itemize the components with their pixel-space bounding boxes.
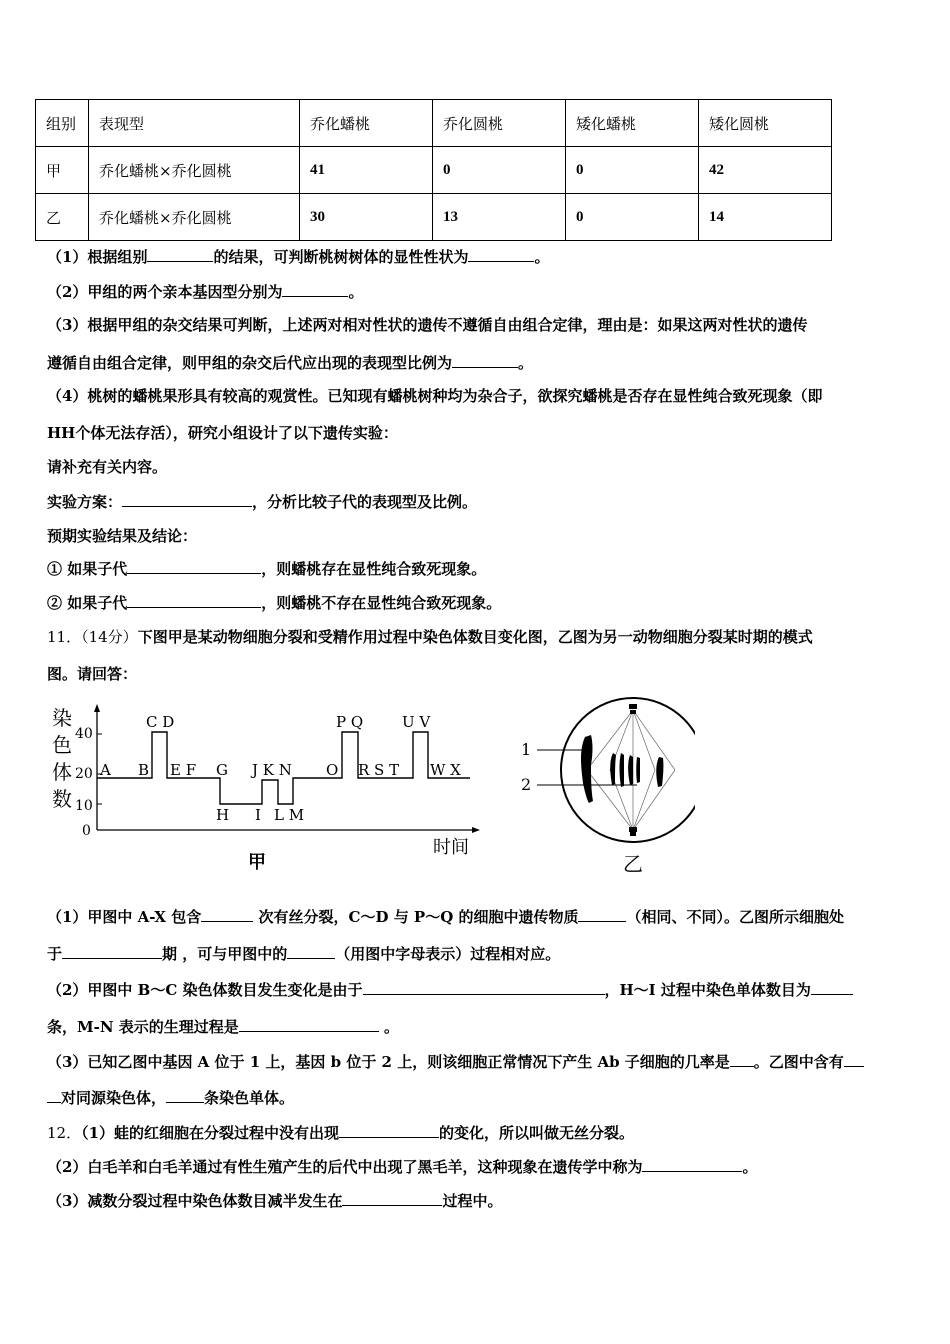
answer-blank[interactable] — [342, 1190, 442, 1206]
q10-part3-line1 — [47, 315, 807, 335]
table-header-cell: 矮化圆桃 — [699, 100, 832, 147]
question-number: 11． — [47, 628, 82, 646]
point-label: A — [100, 761, 111, 779]
text: （3）已知乙图中基因 A 位于 1 上，基因 b 位于 2 上，则该细胞正常情况下产生 Ab 子细胞的几率是 — [47, 1053, 730, 1071]
text: 过程中。 — [442, 1192, 503, 1210]
text: 对同源染色体， — [61, 1089, 167, 1107]
question-score: （14分） — [81, 628, 138, 646]
text: 于 — [47, 945, 63, 963]
text: 。 — [378, 1018, 399, 1036]
q11-part1-line2 — [47, 943, 560, 964]
table-cell: 乙 — [36, 194, 89, 241]
cell-label: 1 — [521, 740, 532, 759]
q10-part1 — [47, 246, 549, 267]
y-tick-label: 10 — [75, 798, 93, 814]
text: 。 — [348, 283, 364, 301]
answer-blank[interactable] — [282, 281, 348, 297]
answer-blank[interactable] — [47, 1087, 61, 1103]
point-label: L M — [274, 806, 305, 824]
answer-blank[interactable] — [452, 352, 518, 368]
y-tick-label: 20 — [75, 766, 93, 782]
q10-part3-line2 — [47, 352, 533, 373]
text: （1）甲图中 A-X 包含 — [47, 908, 202, 926]
q11-part2-line2 — [47, 1016, 399, 1037]
q11-part2-line1 — [47, 979, 853, 1000]
answer-blank[interactable] — [127, 558, 261, 574]
text: 条，M-N 表示的生理过程是 — [47, 1018, 239, 1036]
text: 请补充有关内容。 — [47, 458, 168, 476]
text: ② 如果子代 — [47, 594, 128, 612]
text: ① 如果子代 — [47, 560, 128, 578]
point-label: B — [138, 761, 150, 779]
y-tick-label: 0 — [82, 823, 91, 839]
text: 期 ，可与甲图中的 — [162, 945, 288, 963]
figure-caption-jia: 甲 — [248, 852, 266, 873]
point-label: G — [216, 761, 228, 779]
y-title-char: 体 — [52, 760, 72, 784]
cell-label: 2 — [521, 775, 532, 794]
answer-blank[interactable] — [166, 1087, 204, 1103]
text: HH个体无法存活），研究小组设计了以下遗传实验： — [47, 424, 398, 442]
cross-result-table — [35, 99, 832, 241]
y-tick-label: 40 — [75, 726, 93, 742]
answer-blank[interactable] — [468, 246, 534, 262]
q10-part2 — [47, 281, 363, 302]
table-header-row — [36, 100, 832, 147]
point-label: R S T — [358, 761, 400, 779]
text: ，则蟠桃存在显性纯合致死现象。 — [261, 560, 487, 578]
y-title-char: 色 — [52, 733, 72, 757]
text: 。 — [742, 1158, 758, 1176]
y-title-char: 染 — [52, 706, 72, 730]
text: 预期实验结果及结论： — [47, 527, 198, 545]
text: 的结果，可判断桃树树体的显性性状为 — [213, 248, 469, 266]
q12-part3 — [47, 1190, 502, 1211]
text: （2）甲图中 B～C 染色体数目发生变化是由于 — [47, 981, 363, 999]
text: 图。请回答： — [47, 665, 138, 683]
table-cell: 13 — [433, 194, 566, 241]
q10-part4-line6 — [47, 558, 486, 579]
chromosomes — [581, 735, 663, 803]
answer-blank[interactable] — [147, 246, 213, 262]
table-header-cell: 组别 — [36, 100, 89, 147]
table-cell: 42 — [699, 147, 832, 194]
text: （1）蛙的红细胞在分裂过程中没有出现 — [81, 1124, 340, 1142]
point-label: C D — [146, 713, 175, 731]
text: （2）白毛羊和白毛羊通过有性生殖产生的后代中出现了黑毛羊，这种现象在遗传学中称为 — [47, 1158, 643, 1176]
text: 下图甲是某动物细胞分裂和受精作用过程中染色体数目变化图，乙图为另一动物细胞分裂某时期的模式 — [137, 628, 813, 646]
table-cell: 乔化蟠桃×乔化圆桃 — [89, 147, 300, 194]
y-axis-arrow — [94, 704, 100, 712]
answer-blank[interactable] — [363, 979, 605, 995]
x-axis-arrow — [472, 827, 480, 833]
q12-part2 — [47, 1156, 757, 1177]
text: （1）根据组别 — [47, 248, 148, 266]
table-cell: 0 — [433, 147, 566, 194]
answer-blank[interactable] — [62, 943, 162, 959]
table-cell: 甲 — [36, 147, 89, 194]
text: （4）桃树的蟠桃果形具有较高的观赏性。已知现有蟠桃树种均为杂合子，欲探究蟠桃是否存在显性纯合致死现象（即 — [47, 387, 823, 405]
table-row — [36, 194, 832, 241]
table-cell: 41 — [300, 147, 433, 194]
y-title-char: 数 — [52, 787, 72, 811]
table-header-cell: 乔化蟠桃 — [300, 100, 433, 147]
figure-yi-cell-diagram — [515, 695, 695, 880]
point-label: P Q — [336, 713, 364, 731]
text: （2）甲组的两个亲本基因型分别为 — [47, 283, 283, 301]
point-label: J K N — [252, 761, 292, 779]
q10-part4-line1 — [47, 386, 822, 406]
figure-jia-chromosome-graph — [40, 700, 490, 880]
point-label: U V — [402, 713, 431, 731]
point-label: H — [216, 806, 230, 824]
answer-blank[interactable] — [122, 491, 252, 507]
q11-intro-line2 — [47, 664, 137, 684]
table-cell: 0 — [566, 194, 699, 241]
point-label: W X — [430, 761, 461, 779]
answer-blank[interactable] — [201, 906, 253, 922]
table-cell: 30 — [300, 194, 433, 241]
text: 次有丝分裂，C～D 与 P～Q 的细胞中遗传物质 — [253, 908, 579, 926]
q11-intro-line1 — [47, 627, 813, 647]
table-header-cell: 乔化圆桃 — [433, 100, 566, 147]
table-cell: 0 — [566, 147, 699, 194]
text: ，H～I 过程中染色单体数目为 — [604, 981, 811, 999]
answer-blank[interactable] — [239, 1016, 379, 1032]
text: （3）减数分裂过程中染色体数目减半发生在 — [47, 1192, 343, 1210]
text: ，则蟠桃不存在显性纯合致死现象。 — [261, 594, 502, 612]
text: ，分析比较子代的表现型及比例。 — [252, 493, 478, 511]
point-label: E F — [170, 761, 197, 779]
x-title: 时间 — [433, 837, 469, 858]
answer-blank[interactable] — [127, 592, 261, 608]
table-header-cell: 表现型 — [89, 100, 300, 147]
answer-blank[interactable] — [811, 979, 853, 995]
text: 。 — [518, 354, 534, 372]
text: （相同、不同）。乙图所示细胞处 — [626, 908, 844, 926]
question-number: 12． — [47, 1124, 82, 1142]
text: 遵循自由组合定律，则甲组的杂交后代应出现的表现型比例为 — [47, 354, 453, 372]
answer-blank[interactable] — [339, 1122, 439, 1138]
answer-blank[interactable] — [844, 1051, 864, 1067]
q11-part3-line2 — [47, 1087, 294, 1108]
text: （3）根据甲组的杂交结果可判断，上述两对相对性状的遗传不遵循自由组合定律，理由是：如果这两对性状的遗传 — [47, 316, 808, 334]
text: 实验方案： — [47, 493, 123, 511]
figure-caption-yi: 乙 — [623, 852, 643, 876]
table-cell: 乔化蟠桃×乔化圆桃 — [89, 194, 300, 241]
answer-blank[interactable] — [578, 906, 626, 922]
q12-part1 — [47, 1122, 634, 1143]
answer-blank[interactable] — [642, 1156, 742, 1172]
answer-blank[interactable] — [287, 943, 335, 959]
text: （用图中字母表示）过程相对应。 — [335, 945, 561, 963]
q10-part4-line5 — [47, 526, 197, 546]
answer-blank[interactable] — [730, 1051, 754, 1067]
table-header-cell: 矮化蟠桃 — [566, 100, 699, 147]
point-label: O — [326, 761, 339, 779]
q10-part4-line4 — [47, 491, 477, 512]
q11-part3-line1 — [47, 1051, 864, 1072]
point-label: I — [255, 806, 261, 824]
q11-part1-line1 — [47, 906, 844, 927]
table-row — [36, 147, 832, 194]
q10-part4-line2 — [47, 423, 398, 443]
q10-part4-line3 — [47, 457, 167, 477]
text: 条染色单体。 — [204, 1089, 295, 1107]
q10-part4-line7 — [47, 592, 501, 613]
table-cell: 14 — [699, 194, 832, 241]
text: 的变化，所以叫做无丝分裂。 — [439, 1124, 635, 1142]
text: 。 — [534, 248, 550, 266]
text: 。乙图中含有 — [753, 1053, 844, 1071]
